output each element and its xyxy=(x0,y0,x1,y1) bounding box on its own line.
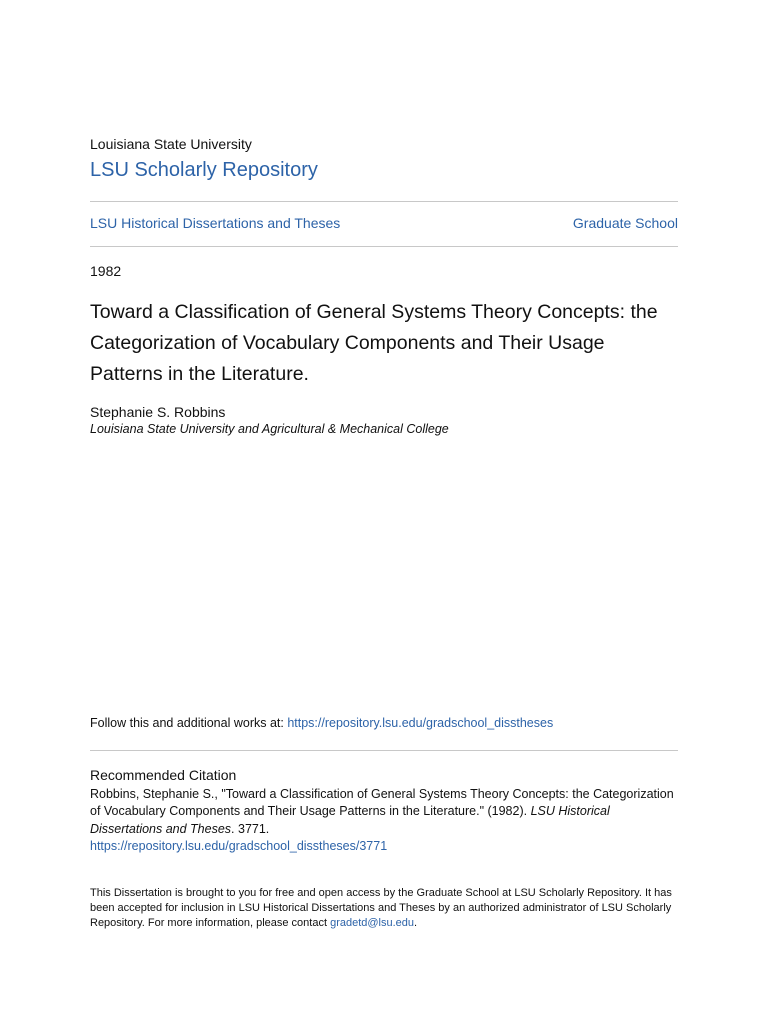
repository-link[interactable]: LSU Scholarly Repository xyxy=(90,159,318,181)
notice-text: This Dissertation is brought to you for free and open access by the Graduate School at LSU Scholarly Repository. It has been accepted for inclusion in LSU Historical Dissertations and Theses by an authorized administrator of LSU Scholarly Repository. For more information, please contact xyxy=(90,887,672,929)
access-notice xyxy=(90,886,678,931)
collection-row xyxy=(90,214,678,232)
citation-series: LSU Historical Dissertations and Theses xyxy=(90,804,610,836)
citation-number: . 3771. xyxy=(231,821,270,836)
divider-middle xyxy=(90,246,678,247)
follow-url-link[interactable]: https://repository.lsu.edu/gradschool_disstheses xyxy=(287,716,554,730)
divider-bottom xyxy=(90,750,678,751)
follow-line xyxy=(90,715,553,732)
cover-page xyxy=(90,0,678,1024)
document-title: Toward a Classification of General Systems Theory Concepts: the Categorization of Vocabulary Components and Their Usage Patterns in the Literature. xyxy=(90,301,658,385)
contact-email-link[interactable]: gradetd@lsu.edu xyxy=(330,917,415,929)
divider-top xyxy=(90,201,678,202)
follow-prefix: Follow this and additional works at: xyxy=(90,716,288,730)
author-name: Stephanie S. Robbins xyxy=(90,404,226,420)
publication-year: 1982 xyxy=(90,263,122,279)
citation-block xyxy=(90,786,678,855)
notice-end: . xyxy=(414,917,418,929)
graduate-school-link[interactable]: Graduate School xyxy=(572,215,678,231)
recommended-citation-heading: Recommended Citation xyxy=(90,767,237,783)
collection-link[interactable]: LSU Historical Dissertations and Theses xyxy=(90,215,341,231)
citation-url-link[interactable]: https://repository.lsu.edu/gradschool_disstheses/3771 xyxy=(90,838,388,853)
author-affiliation: Louisiana State University and Agricultural & Mechanical College xyxy=(90,422,449,436)
citation-text: Robbins, Stephanie S., "Toward a Classification of General Systems Theory Concepts: the Categorization of Vocabulary Components and Their Usage Patterns in the Literature." (1982). xyxy=(90,787,674,819)
institution-name: Louisiana State University xyxy=(90,136,252,152)
